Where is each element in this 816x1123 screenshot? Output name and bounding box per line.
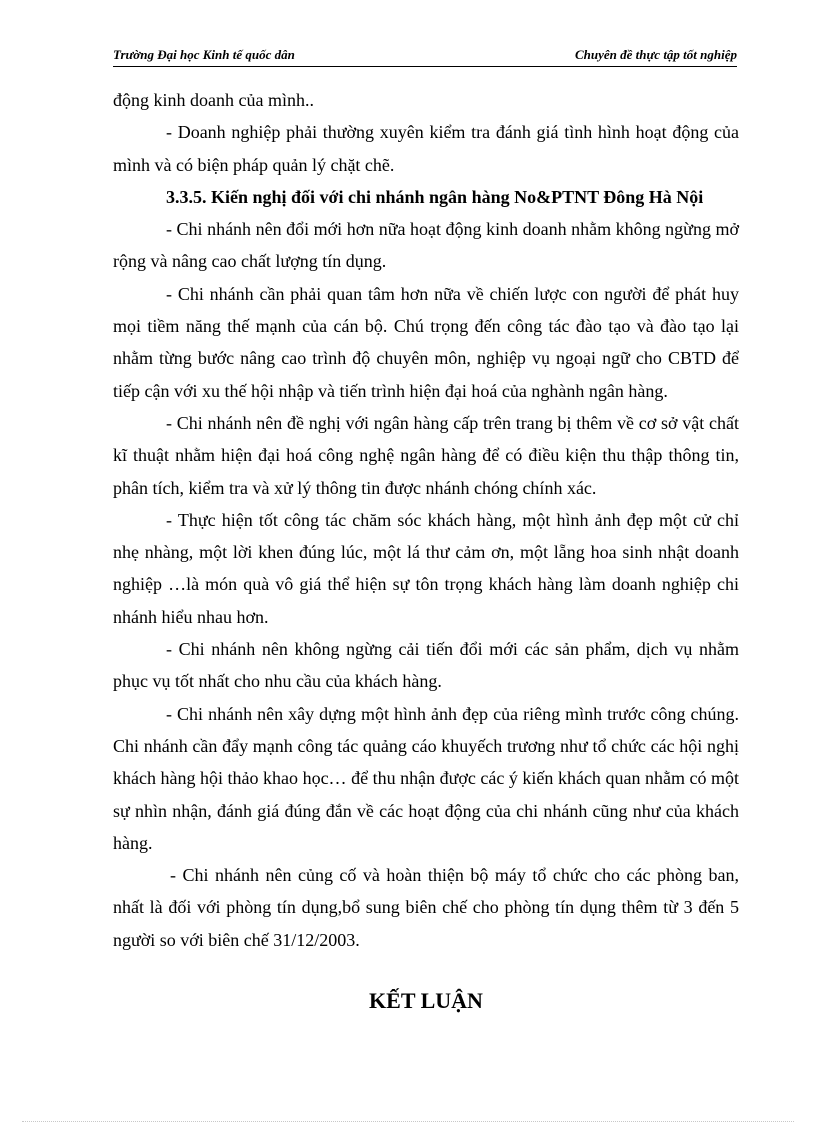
paragraph-3: - Chi nhánh cần phải quan tâm hơn nữa về chiến lược con người để phát huy mọi tiềm năng thế mạnh của cán bộ. Chú trọng đến công tác đào tạo và đào tạo lại nhằm từng bước nâng cao trình độ chuyên môn, nghiệp vụ ngoại ngữ cho CBTD để tiếp cận với xu thế hội nhập và tiến trình hiện đại hoá của nghành ngân hàng. [113, 283, 739, 401]
paragraph-2: - Chi nhánh nên đổi mới hơn nữa hoạt động kinh doanh nhằm không ngừng mở rộng và nâng cao chất lượng tín dụng. [113, 219, 739, 272]
paragraph-continuation: động kinh doanh của mình.. [113, 90, 314, 110]
paragraph-8: - Chi nhánh nên củng cố và hoàn thiện bộ máy tổ chức cho các phòng ban, nhất là đối với phòng tín dụng,bổ sung biên chế cho phòng tín dụng thêm từ 3 đến 5 người so với biên chế 31/12/2003. [113, 865, 739, 950]
header-document-title: Chuyên đề thực tập tốt nghiệp [575, 47, 737, 62]
page-bottom-rule [22, 1121, 794, 1122]
page-header [113, 44, 737, 67]
section-heading: 3.3.5. Kiến nghị đối với chi nhánh ngân hàng No&PTNT Đông Hà Nội [166, 186, 704, 207]
paragraph-1: - Doanh nghiệp phải thường xuyên kiểm tra đánh giá tình hình hoạt động của mình và có biện pháp quản lý chặt chẽ. [113, 122, 739, 175]
paragraph-6: - Chi nhánh nên không ngừng cải tiến đổi mới các sản phẩm, dịch vụ nhằm phục vụ tốt nhất cho nhu cầu của khách hàng. [113, 639, 739, 692]
paragraph-5: - Thực hiện tốt công tác chăm sóc khách hàng, một hình ảnh đẹp một cử chỉ nhẹ nhàng, một lời khen đúng lúc, một lá thư cảm ơn, một lẵng hoa sinh nhật doanh nghiệp …là món quà vô giá thể hiện sự tôn trọng khách hàng làm doanh nghiệp chi nhánh hiểu nhau hơn. [113, 509, 739, 627]
paragraph-7: - Chi nhánh nên xây dựng một hình ảnh đẹp của riêng mình trước công chúng. Chi nhánh cần đẩy mạnh công tác quảng cáo khuyếch trương như tổ chức các hội nghị khách hàng hội thảo khao học… để thu nhận được các ý kiến khách quan nhằm có một sự nhìn nhận, đánh giá đúng đắn về các hoạt động của chi nhánh cũng như của khách hàng. [113, 703, 739, 853]
paragraph-4: - Chi nhánh nên đề nghị với ngân hàng cấp trên trang bị thêm về cơ sở vật chất kĩ thuật nhằm hiện đại hoá công nghệ ngân hàng để có điều kiện thu thập thông tin, phân tích, kiểm tra và xử lý thông tin được nhánh chóng chính xác. [113, 412, 739, 498]
document-body [113, 84, 739, 956]
header-university: Trường Đại học Kinh tế quốc dân [113, 47, 295, 62]
conclusion-heading: KẾT LUẬN [369, 988, 483, 1013]
